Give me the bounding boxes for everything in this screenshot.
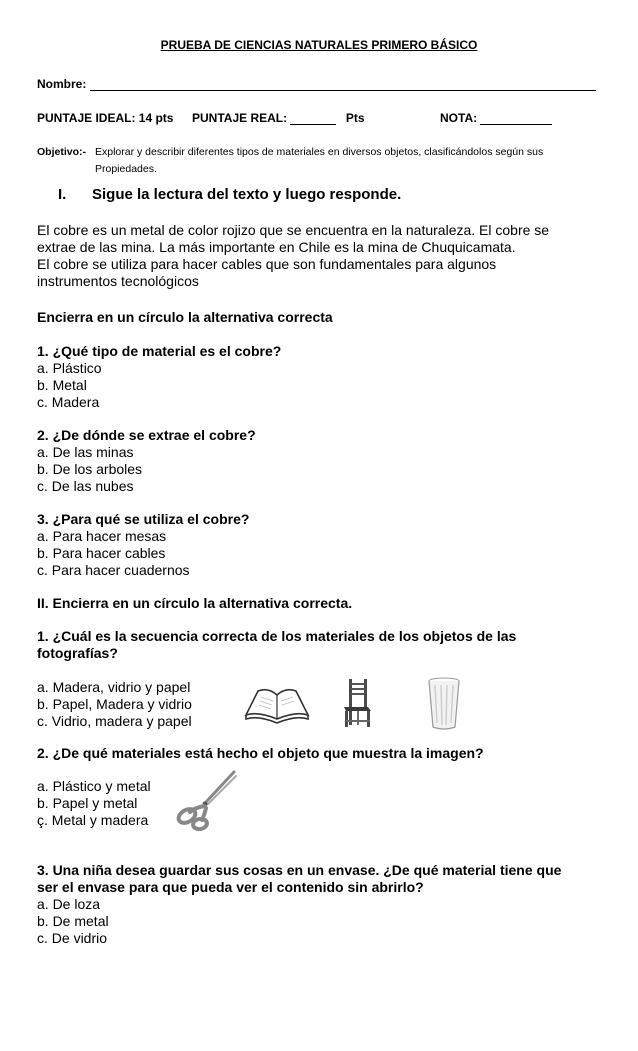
question-2-3-options: [37, 896, 109, 947]
nota-blank[interactable]: [480, 111, 552, 125]
option-a[interactable]: a. De las minas: [37, 444, 134, 460]
question-2-2-options: [37, 778, 151, 829]
section-1-heading: [58, 186, 401, 203]
option-b[interactable]: b. De metal: [37, 913, 109, 929]
option-a[interactable]: a. Madera, vidrio y papel: [37, 679, 191, 695]
question-1-2: [37, 427, 256, 495]
nombre-label: Nombre:: [37, 77, 87, 91]
reading-line: El cobre es un metal de color rojizo que se encuentra en la naturaleza. El cobre se: [37, 222, 550, 238]
option-b[interactable]: b. De los arboles: [37, 461, 143, 477]
question-text: 1. ¿Qué tipo de material es el cobre?: [37, 343, 282, 359]
option-b[interactable]: b. Metal: [37, 377, 87, 393]
question-line: 3. Una niña desea guardar sus cosas en un envase. ¿De qué material tiene que: [37, 862, 562, 878]
option-b[interactable]: b. Papel y metal: [37, 795, 138, 811]
question-text: 3. ¿Para qué se utiliza el cobre?: [37, 511, 250, 527]
option-c[interactable]: c. Vidrio, madera y papel: [37, 713, 192, 729]
option-c[interactable]: c. De vidrio: [37, 930, 108, 946]
question-line: ser el envase para que pueda ver el contenido sin abrirlo?: [37, 879, 424, 895]
section-2-heading: II. Encierra en un círculo la alternativa correcta.: [37, 595, 353, 611]
section-1-numeral: I.: [58, 186, 67, 203]
reading-line: El cobre se utiliza para hacer cables que son fundamentales para algunos: [37, 256, 497, 272]
option-b[interactable]: b. Papel, Madera y vidrio: [37, 696, 192, 712]
question-line: 1. ¿Cuál es la secuencia correcta de los materiales de los objetos de las: [37, 628, 517, 644]
objetivo-line-1: Explorar y describir diferentes tipos de materiales en diversos objetos, clasificándolos según sus: [95, 146, 544, 158]
book-icon: [244, 685, 310, 727]
objetivo-line-2: Propiedades.: [95, 163, 157, 175]
option-a[interactable]: a. Plástico: [37, 360, 102, 376]
option-c[interactable]: c. Para hacer cuadernos: [37, 562, 190, 578]
option-a[interactable]: a. De loza: [37, 896, 101, 912]
question-2-1-text: [37, 628, 516, 662]
puntaje-real-blank[interactable]: [290, 111, 336, 125]
question-2-3-text: [37, 862, 561, 896]
option-c[interactable]: c. Madera: [37, 394, 100, 410]
section-1-heading-text: Sigue la lectura del texto y luego responde.: [92, 186, 402, 203]
reading-passage: [37, 222, 549, 290]
section-1-instruction: Encierra en un círculo la alternativa correcta: [37, 309, 333, 325]
objetivo-label: Objetivo:-: [37, 146, 86, 158]
nota-field: [440, 111, 552, 125]
question-text: 2. ¿De dónde se extrae el cobre?: [37, 427, 256, 443]
question-line: fotografías?: [37, 645, 118, 661]
reading-line: instrumentos tecnológicos: [37, 273, 199, 289]
page-title: PRUEBA DE CIENCIAS NATURALES PRIMERO BÁSICO: [160, 38, 478, 52]
glass-icon: [426, 677, 462, 731]
puntaje-real-unit: Pts: [345, 111, 365, 125]
puntaje-real-field: [192, 111, 365, 125]
option-c[interactable]: c. De las nubes: [37, 478, 134, 494]
question-1-3: [37, 511, 249, 579]
question-1-1: [37, 343, 281, 411]
puntaje-ideal: PUNTAJE IDEAL: 14 pts: [37, 111, 174, 125]
option-b[interactable]: b. Para hacer cables: [37, 545, 166, 561]
nota-label: NOTA:: [440, 111, 478, 125]
chair-icon: [340, 677, 374, 729]
question-2-2-text: 2. ¿De qué materiales está hecho el objeto que muestra la imagen?: [37, 745, 484, 761]
option-a[interactable]: a. Plástico y metal: [37, 778, 151, 794]
nombre-field: [37, 77, 596, 91]
scissors-icon: [176, 768, 240, 832]
option-a[interactable]: a. Para hacer mesas: [37, 528, 167, 544]
nombre-blank[interactable]: [90, 77, 596, 91]
reading-line: extrae de las mina. La más importante en Chile es la mina de Chuquicamata.: [37, 239, 516, 255]
question-2-1-options: [37, 679, 192, 730]
puntaje-real-label: PUNTAJE REAL:: [192, 111, 288, 125]
option-c[interactable]: ç. Metal y madera: [37, 812, 149, 828]
